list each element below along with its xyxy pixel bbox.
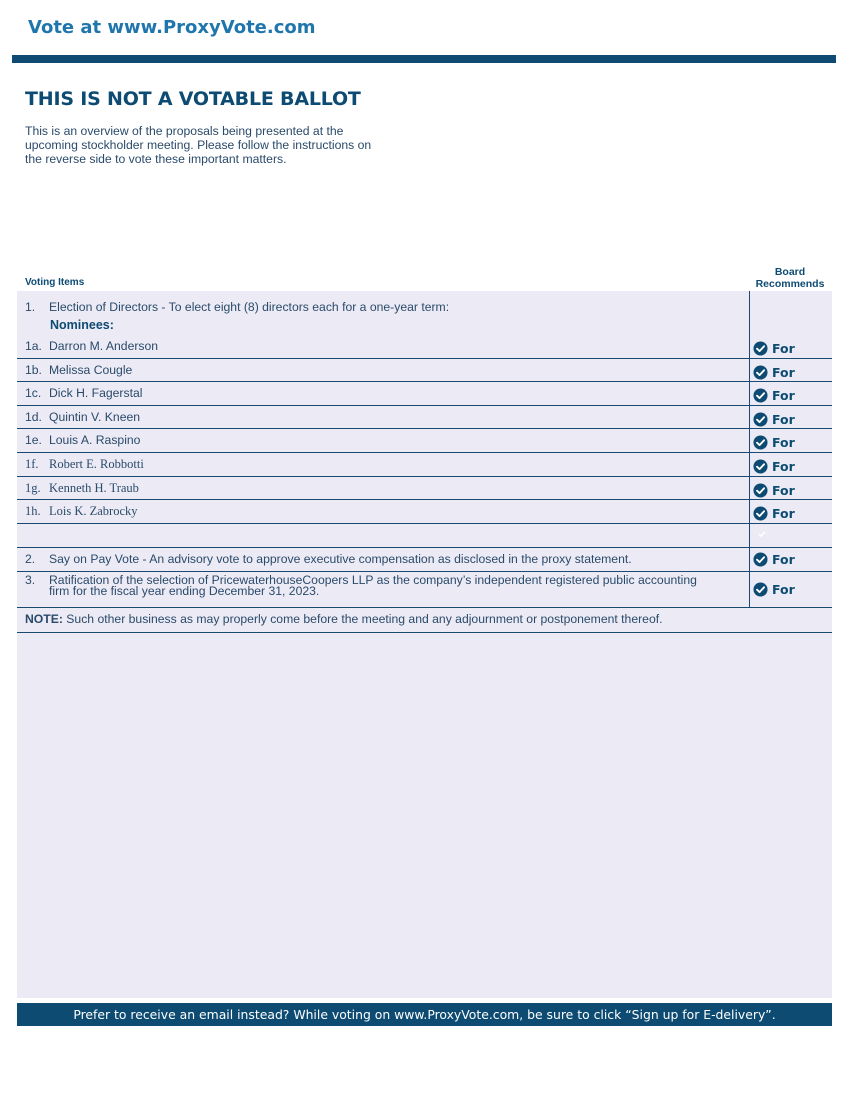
nominee-number: 1e.	[25, 433, 42, 448]
nominee-number: 1a.	[25, 339, 42, 353]
recommendation-value: For	[772, 552, 795, 567]
intro-text	[25, 124, 425, 166]
note-label: NOTE:	[25, 612, 63, 626]
nominee-recommendation	[753, 412, 795, 427]
nominee-row	[17, 500, 832, 524]
nominee-row	[17, 382, 832, 406]
check-circle-icon	[753, 388, 768, 403]
nominee-name: Melissa Cougle	[49, 362, 133, 377]
item-number: 1.	[25, 300, 36, 314]
recommendation-value: For	[772, 482, 795, 498]
nominee-label	[25, 504, 138, 519]
nominee-recommendation	[753, 483, 795, 498]
recommendation-value: For	[772, 459, 795, 474]
nominee-label	[25, 433, 140, 447]
check-circle-icon	[753, 506, 768, 521]
item-1-row	[17, 296, 832, 335]
page-title: THIS IS NOT A VOTABLE BALLOT	[25, 88, 361, 110]
item-3-text	[25, 575, 697, 597]
nominee-label	[25, 457, 144, 472]
nominee-recommendation	[753, 341, 795, 356]
note-text	[25, 612, 663, 626]
check-circle-icon	[753, 552, 768, 567]
nominee-recommendation	[753, 506, 795, 521]
check-circle-icon	[753, 459, 768, 474]
item-3-row	[17, 572, 832, 608]
board-header-line: Recommends	[755, 278, 825, 290]
e-delivery-banner: Prefer to receive an email instead? While voting on www.ProxyVote.com, be sure to click “Sign up for E-delivery”.	[17, 1003, 832, 1026]
nominee-row	[17, 335, 832, 359]
item-description: Election of Directors - To elect eight (8) directors each for a one-year term:	[49, 300, 450, 314]
note-row	[17, 608, 832, 633]
nominee-name: Louis A. Raspino	[49, 433, 141, 448]
nominee-name: Quintin V. Kneen	[49, 409, 141, 424]
column-divider	[749, 291, 750, 607]
note-body: Such other business as may properly come before the meeting and any adjournment or postponement thereof.	[62, 612, 663, 626]
item-2-recommendation	[753, 552, 795, 567]
nominee-number: 1h.	[25, 504, 41, 519]
blank-row	[17, 524, 832, 548]
item-3-recommendation	[753, 582, 795, 597]
nominee-row	[17, 477, 832, 501]
item-description: Ratification of the selection of PricewaterhouseCoopers LLP as the company’s independent registered public accounting	[49, 573, 697, 587]
nominee-number: 1f.	[25, 457, 39, 471]
nominee-row	[17, 359, 832, 383]
item-2-text	[25, 552, 632, 566]
recommendation-value: For	[772, 364, 795, 380]
nominee-label	[25, 339, 158, 353]
item-description-cont: firm for the fiscal year ending December 31, 2023.	[49, 584, 320, 598]
board-recommends-header	[749, 266, 831, 290]
nominee-row	[17, 429, 832, 453]
intro-line: upcoming stockholder meeting. Please follow the instructions on	[25, 138, 372, 152]
item-2-row	[17, 548, 832, 572]
recommendation-value: For	[772, 411, 795, 427]
nominee-number: 1b.	[25, 362, 42, 377]
intro-line: the reverse side to vote these important matters.	[25, 152, 287, 166]
nominee-name: Dick H. Fagerstal	[49, 386, 143, 401]
item-number: 2.	[25, 552, 36, 566]
nominee-name: Lois K. Zabrocky	[49, 504, 138, 519]
nominee-name: Robert E. Robbotti	[49, 457, 144, 471]
nominee-recommendation	[753, 435, 795, 450]
nominee-recommendation	[753, 459, 795, 474]
check-circle-icon	[753, 582, 768, 597]
board-header-line: Board	[774, 266, 806, 278]
intro-line: This is an overview of the proposals being presented at the	[25, 124, 344, 138]
nominee-number: 1d.	[25, 409, 42, 424]
nominee-name: Darron M. Anderson	[49, 339, 159, 353]
nominee-number: 1g.	[25, 480, 41, 495]
check-circle-icon	[753, 435, 768, 450]
item-1-text	[25, 300, 449, 314]
recommendation-value: For	[772, 341, 795, 356]
faint-check-icon	[757, 529, 767, 539]
check-circle-icon	[753, 365, 768, 380]
check-circle-icon	[753, 341, 768, 356]
nominee-recommendation	[753, 388, 795, 403]
nominees-label: Nominees:	[50, 318, 114, 332]
recommendation-value: For	[772, 435, 795, 451]
nominee-label	[25, 363, 132, 377]
nominee-row	[17, 453, 832, 477]
nominee-label	[25, 481, 139, 496]
nominee-label	[25, 410, 140, 424]
recommendation-value: For	[772, 506, 795, 522]
header-rule	[12, 55, 836, 63]
recommendation-value: For	[772, 388, 795, 404]
voting-items-header: Voting Items	[25, 277, 85, 288]
item-number: 3.	[25, 573, 36, 587]
check-circle-icon	[753, 483, 768, 498]
check-circle-icon	[753, 412, 768, 427]
nominee-number: 1c.	[25, 386, 42, 401]
recommendation-value: For	[772, 582, 795, 597]
proxyvote-link[interactable]: Vote at www.ProxyVote.com	[28, 17, 316, 38]
item-description: Say on Pay Vote - An advisory vote to approve executive compensation as disclosed in the proxy statement.	[49, 552, 632, 566]
nominee-label	[25, 386, 142, 400]
nominee-name: Kenneth H. Traub	[49, 480, 139, 495]
nominee-row	[17, 406, 832, 430]
nominee-recommendation	[753, 365, 795, 380]
